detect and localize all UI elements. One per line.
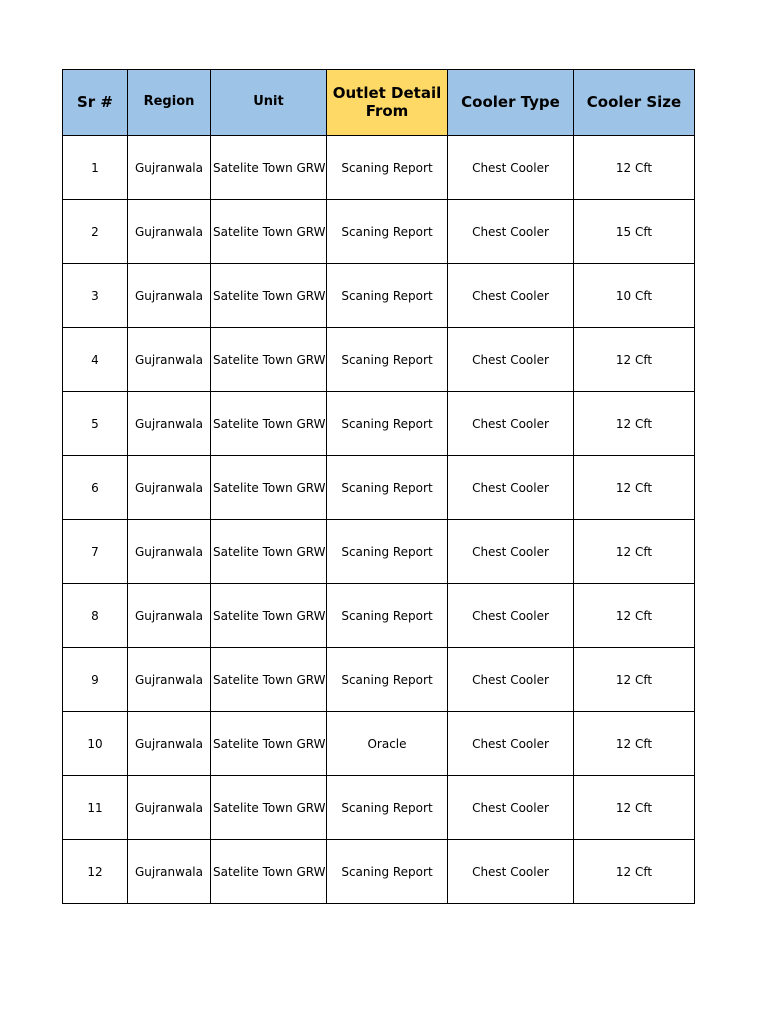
cell-sr: 4 xyxy=(63,328,128,392)
cell-region: Gujranwala xyxy=(128,520,211,584)
cell-outlet-detail-from: Scaning Report xyxy=(327,648,448,712)
cell-outlet-detail-from: Scaning Report xyxy=(327,840,448,904)
cell-cooler-type: Chest Cooler xyxy=(448,264,574,328)
cell-cooler-size: 12 Cft xyxy=(574,840,695,904)
cell-region: Gujranwala xyxy=(128,584,211,648)
cell-sr: 3 xyxy=(63,264,128,328)
cell-unit: Satelite Town GRW xyxy=(211,328,327,392)
cell-cooler-size: 12 Cft xyxy=(574,328,695,392)
cell-unit: Satelite Town GRW xyxy=(211,712,327,776)
cooler-table xyxy=(62,69,695,904)
cell-outlet-detail-from: Scaning Report xyxy=(327,264,448,328)
cell-outlet-detail-from: Scaning Report xyxy=(327,328,448,392)
cell-region: Gujranwala xyxy=(128,392,211,456)
cell-sr: 8 xyxy=(63,584,128,648)
cell-cooler-type: Chest Cooler xyxy=(448,776,574,840)
header-unit: Unit xyxy=(211,70,327,136)
cell-outlet-detail-from: Scaning Report xyxy=(327,776,448,840)
cell-cooler-size: 12 Cft xyxy=(574,776,695,840)
cell-cooler-type: Chest Cooler xyxy=(448,456,574,520)
cell-sr: 7 xyxy=(63,520,128,584)
cell-region: Gujranwala xyxy=(128,264,211,328)
cell-cooler-size: 15 Cft xyxy=(574,200,695,264)
cell-sr: 5 xyxy=(63,392,128,456)
cell-unit: Satelite Town GRW xyxy=(211,840,327,904)
cell-cooler-type: Chest Cooler xyxy=(448,712,574,776)
cell-unit: Satelite Town GRW xyxy=(211,200,327,264)
table-row xyxy=(63,328,695,392)
cell-unit: Satelite Town GRW xyxy=(211,456,327,520)
cell-region: Gujranwala xyxy=(128,328,211,392)
cell-cooler-type: Chest Cooler xyxy=(448,392,574,456)
table-row xyxy=(63,520,695,584)
cell-cooler-size: 12 Cft xyxy=(574,456,695,520)
cell-outlet-detail-from: Scaning Report xyxy=(327,200,448,264)
table-row xyxy=(63,456,695,520)
table-row xyxy=(63,200,695,264)
cell-region: Gujranwala xyxy=(128,456,211,520)
cell-outlet-detail-from: Scaning Report xyxy=(327,456,448,520)
cell-cooler-type: Chest Cooler xyxy=(448,136,574,200)
cell-sr: 9 xyxy=(63,648,128,712)
cell-cooler-type: Chest Cooler xyxy=(448,200,574,264)
table-row xyxy=(63,776,695,840)
cell-cooler-size: 12 Cft xyxy=(574,648,695,712)
table-body xyxy=(63,136,695,904)
cell-sr: 11 xyxy=(63,776,128,840)
cell-sr: 6 xyxy=(63,456,128,520)
cell-sr: 10 xyxy=(63,712,128,776)
cell-region: Gujranwala xyxy=(128,136,211,200)
cell-unit: Satelite Town GRW xyxy=(211,648,327,712)
table-row xyxy=(63,136,695,200)
header-cooler-type: Cooler Type xyxy=(448,70,574,136)
header-region: Region xyxy=(128,70,211,136)
cell-region: Gujranwala xyxy=(128,776,211,840)
cell-outlet-detail-from: Scaning Report xyxy=(327,136,448,200)
cell-cooler-size: 12 Cft xyxy=(574,584,695,648)
header-outlet-line2: From xyxy=(365,101,409,120)
cell-cooler-type: Chest Cooler xyxy=(448,840,574,904)
cell-cooler-type: Chest Cooler xyxy=(448,648,574,712)
cell-cooler-size: 10 Cft xyxy=(574,264,695,328)
cell-unit: Satelite Town GRW xyxy=(211,264,327,328)
cell-unit: Satelite Town GRW xyxy=(211,136,327,200)
cell-sr: 1 xyxy=(63,136,128,200)
cell-cooler-size: 12 Cft xyxy=(574,392,695,456)
cell-unit: Satelite Town GRW xyxy=(211,520,327,584)
cell-cooler-size: 12 Cft xyxy=(574,520,695,584)
cell-cooler-size: 12 Cft xyxy=(574,712,695,776)
cell-region: Gujranwala xyxy=(128,200,211,264)
table-row xyxy=(63,840,695,904)
header-outlet-line1: Outlet Detail xyxy=(332,84,442,103)
cell-region: Gujranwala xyxy=(128,648,211,712)
cell-sr: 2 xyxy=(63,200,128,264)
cell-cooler-type: Chest Cooler xyxy=(448,328,574,392)
cell-unit: Satelite Town GRW xyxy=(211,392,327,456)
header-cooler-size: Cooler Size xyxy=(574,70,695,136)
cell-cooler-size: 12 Cft xyxy=(574,136,695,200)
cell-outlet-detail-from: Scaning Report xyxy=(327,584,448,648)
header-row xyxy=(63,70,695,136)
table-row xyxy=(63,392,695,456)
cell-sr: 12 xyxy=(63,840,128,904)
cell-region: Gujranwala xyxy=(128,712,211,776)
table-row xyxy=(63,648,695,712)
cell-unit: Satelite Town GRW xyxy=(211,584,327,648)
header-sr: Sr # xyxy=(63,70,128,136)
table-row xyxy=(63,584,695,648)
cell-unit: Satelite Town GRW xyxy=(211,776,327,840)
cell-region: Gujranwala xyxy=(128,840,211,904)
cell-outlet-detail-from: Scaning Report xyxy=(327,520,448,584)
cell-cooler-type: Chest Cooler xyxy=(448,584,574,648)
header-outlet-detail-from xyxy=(327,70,448,136)
table-row xyxy=(63,264,695,328)
cell-cooler-type: Chest Cooler xyxy=(448,520,574,584)
table-row xyxy=(63,712,695,776)
cell-outlet-detail-from: Scaning Report xyxy=(327,392,448,456)
cell-outlet-detail-from: Oracle xyxy=(327,712,448,776)
